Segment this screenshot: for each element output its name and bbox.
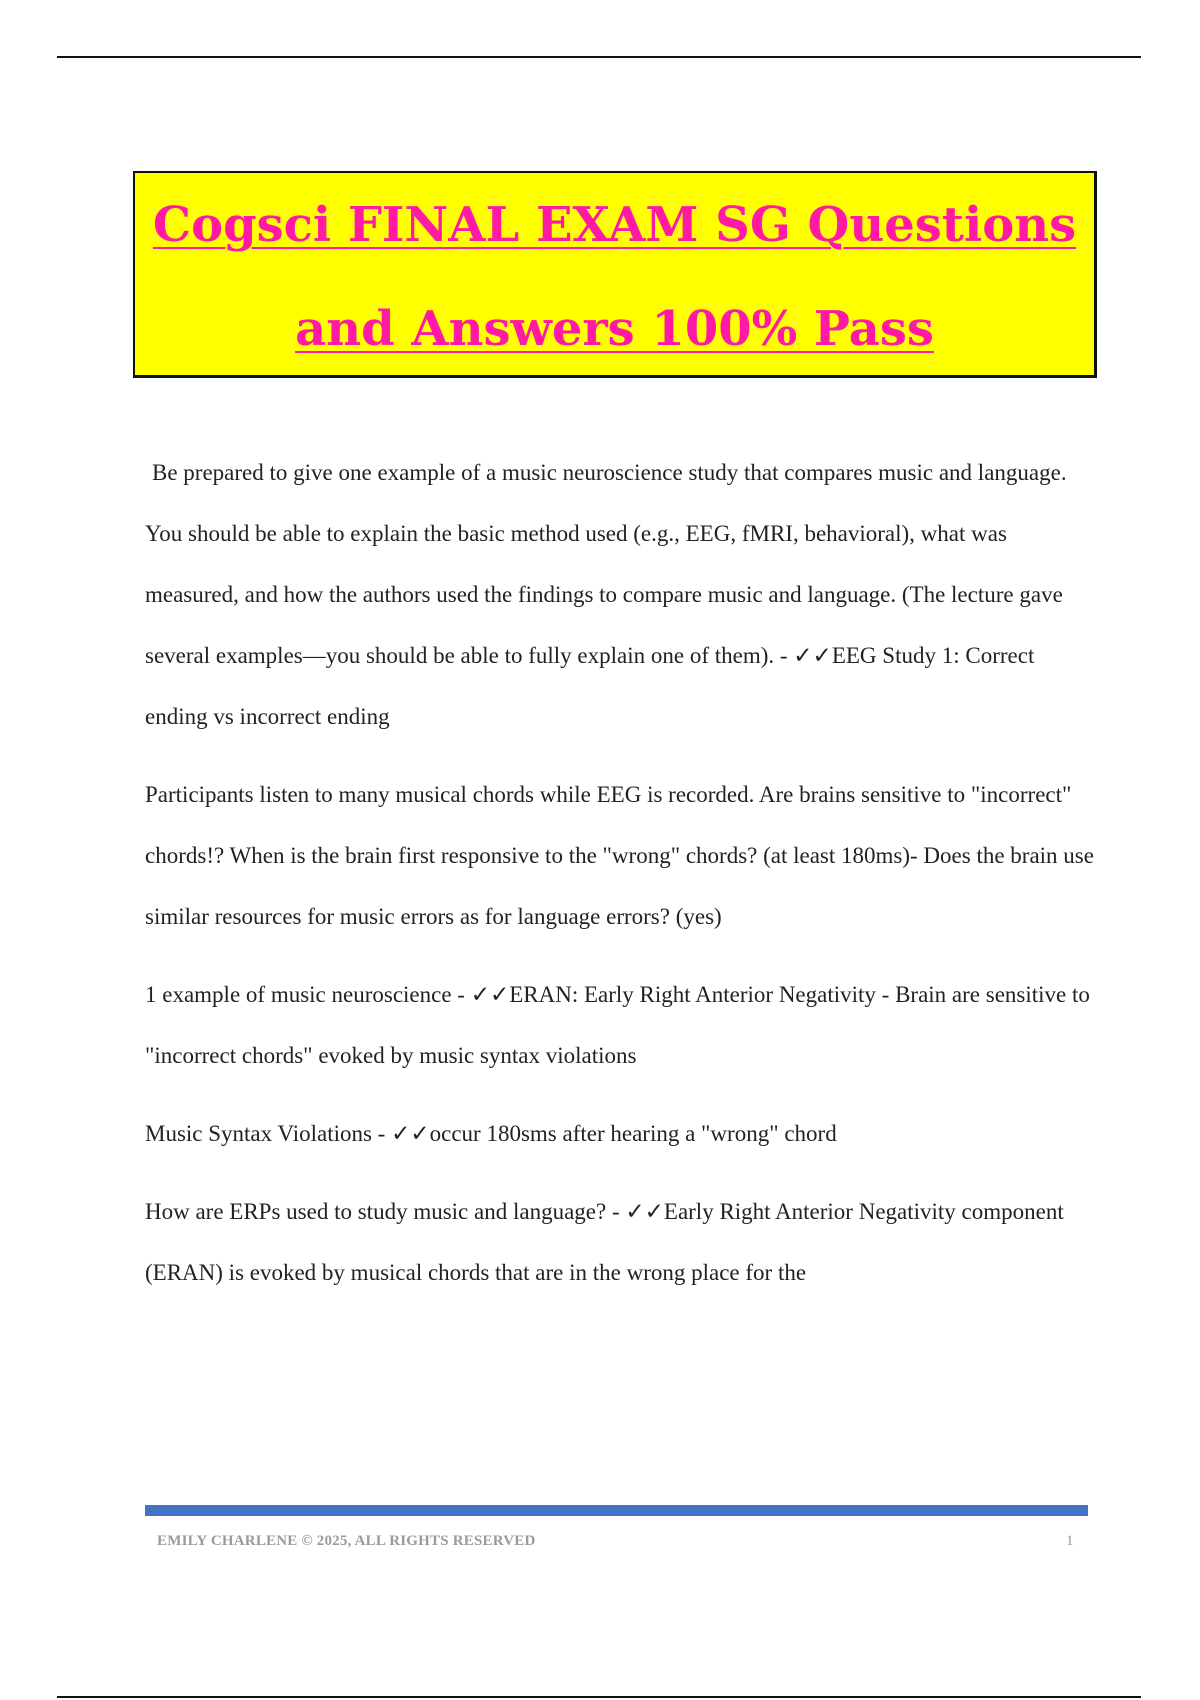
- paragraph-4: Music Syntax Violations - ✓✓occur 180sms after hearing a "wrong" chord: [145, 1121, 837, 1146]
- paragraph-3: 1 example of music neuroscience - ✓✓ERAN: Early Right Anterior Negativity - Brain are sensitive to "incorrect chords" evoked by music syntax violations: [145, 982, 1090, 1068]
- paragraph-5: How are ERPs used to study music and language? - ✓✓Early Right Anterior Negativity component (ERAN) is evoked by musical chords that are in the wrong place for the: [145, 1199, 1064, 1285]
- document-title-line-2: and Answers 100% Pass: [295, 301, 934, 357]
- footer-bar: [145, 1505, 1088, 1516]
- top-divider: [57, 56, 1141, 58]
- page-number: 1: [1066, 1533, 1074, 1549]
- paragraph-1: Be prepared to give one example of a music neuroscience study that compares music and language. You should be able to explain the basic method used (e.g., EEG, fMRI, behavioral), what was measured, and how the authors used the findings to compare music and language. (The lecture gave several examples—you should be able to fully explain one of them). - ✓✓EEG Study 1: Correct ending vs incorrect ending: [145, 460, 1067, 729]
- document-title-line-1: Cogsci FINAL EXAM SG Questions: [152, 197, 1077, 253]
- document-body: [145, 442, 1095, 1320]
- title-banner: [133, 171, 1097, 378]
- paragraph-2: Participants listen to many musical chords while EEG is recorded. Are brains sensitive to "incorrect" chords!? When is the brain first responsive to the "wrong" chords? (at least 180ms)- Does the brain use similar resources for music errors as for language errors? (yes): [145, 782, 1094, 929]
- bottom-divider: [57, 1696, 1141, 1698]
- footer-copyright: EMILY CHARLENE © 2025, ALL RIGHTS RESERVED: [157, 1533, 536, 1549]
